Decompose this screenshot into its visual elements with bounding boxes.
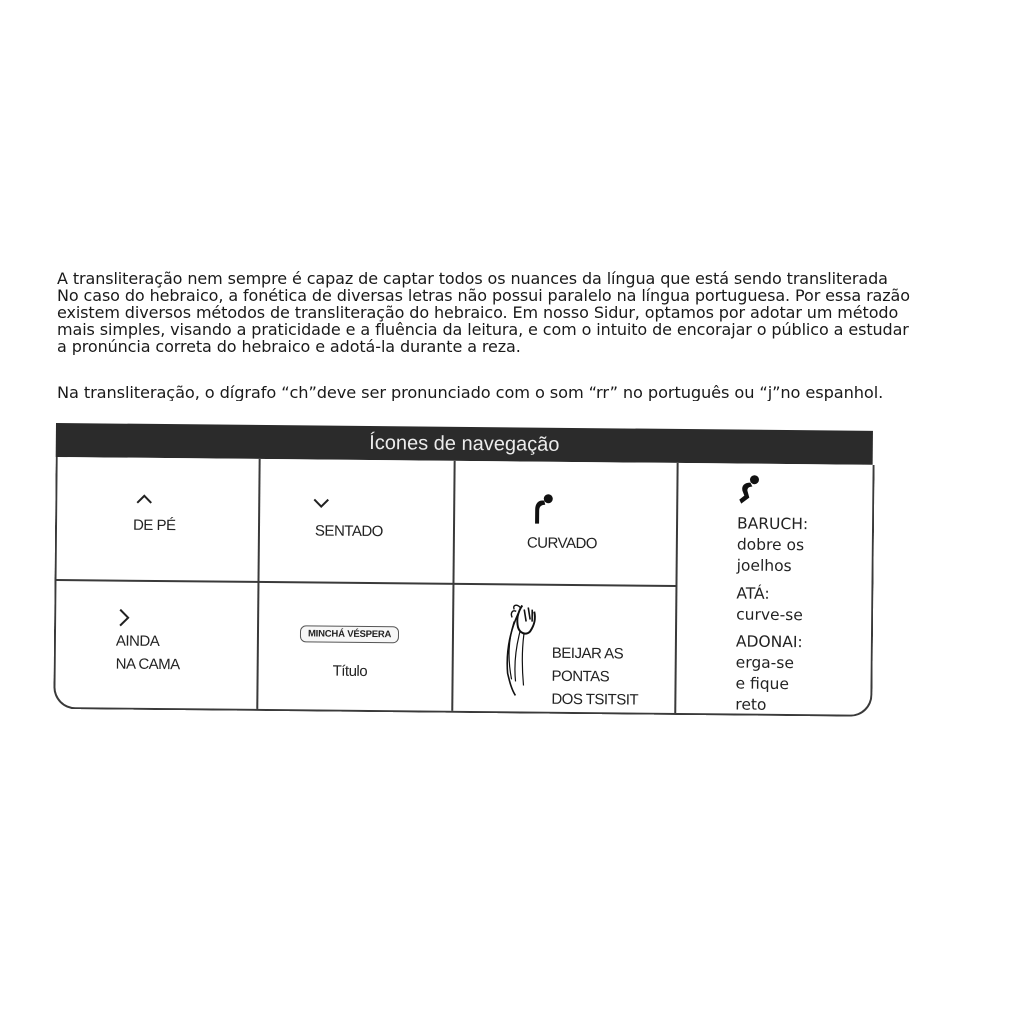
intro-line: No caso do hebraico, a fonética de diversas letras não possui paralelo na língua portuguesa. Por essa razão	[57, 286, 910, 305]
column-divider	[256, 459, 260, 709]
adonai-instruction: reto	[735, 695, 767, 714]
adonai-label: ADONAI:	[735, 632, 803, 652]
baruch-instruction: dobre os	[736, 535, 805, 555]
ata-instruction: curve-se	[736, 605, 803, 625]
baruch-label: BARUCH:	[736, 514, 809, 534]
intro-line: A transliteração nem sempre é capaz de captar todos os nuances da língua que está sendo transliterada	[57, 270, 888, 288]
cell-ainda-na-cama	[116, 630, 180, 677]
adonai-instruction: erga-se	[735, 653, 795, 673]
intro-line: existem diversos métodos de transliteração do hebraico. Em nosso Sidur, optamos por adotar um método	[57, 303, 899, 322]
adonai-instruction: e fique	[735, 674, 790, 694]
ata-label: ATÁ:	[736, 584, 770, 603]
column-divider	[674, 463, 678, 713]
baruch-instruction: joelhos	[736, 556, 792, 576]
na-cama-line: NA CAMA	[115, 655, 180, 674]
ainda-line: AINDA	[115, 632, 160, 651]
kneeling-figure-icon	[735, 474, 763, 508]
navigation-icons-table	[53, 423, 873, 719]
digraph-note: Na transliteração, o dígrafo “ch”deve ser pronunciado com o som “rr” no português ou “j”no espanhol.	[57, 384, 884, 401]
column-divider	[451, 461, 455, 711]
intro-line: mais simples, visando a praticidade e a fluência da leitura, e com o intuito de encorajar o público a estudar	[57, 320, 909, 339]
tsitsit-line: DOS TSITSIT	[551, 690, 639, 709]
table-body	[53, 457, 874, 717]
chevron-right-icon	[118, 608, 130, 628]
pontas-line: PONTAS	[551, 667, 610, 686]
cell-baruch	[737, 514, 809, 578]
cell-sentado: SENTADO	[314, 522, 383, 541]
row-divider	[56, 579, 676, 587]
cell-titulo: Título	[332, 662, 368, 680]
cell-ata	[736, 584, 803, 627]
minchá-vespera-pill: MINCHÁ VÉSPERA	[300, 625, 399, 643]
cell-de-pe: DE PÉ	[132, 516, 176, 535]
cell-adonai	[735, 632, 803, 717]
table-title: Ícones de navegação	[56, 423, 873, 465]
chevron-down-icon	[312, 497, 330, 508]
chevron-up-icon	[135, 494, 153, 505]
cell-beijar-tsitsit	[551, 642, 638, 712]
beijar-line: BEIJAR AS	[551, 644, 624, 663]
intro-paragraph	[57, 270, 1024, 355]
tsitsit-hand-icon	[499, 601, 544, 697]
cell-curvado: CURVADO	[526, 534, 598, 553]
intro-line: a pronúncia correta do hebraico e adotá-la durante a reza.	[57, 337, 521, 355]
bowing-figure-icon	[530, 492, 556, 526]
